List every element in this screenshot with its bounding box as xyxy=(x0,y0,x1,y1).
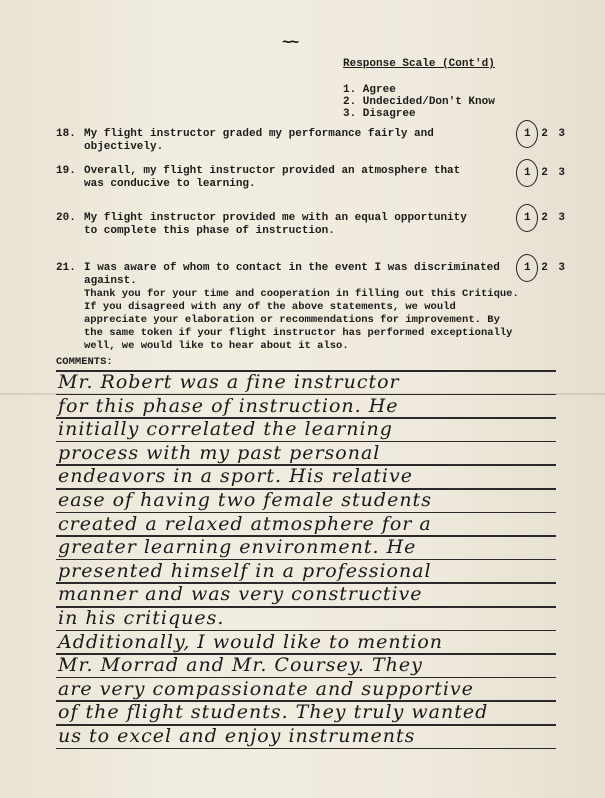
question-text: My flight instructor provided me with an equal opportunity to complete this phase of instruction. xyxy=(84,212,467,237)
response-scale-title: Response Scale (Cont'd) xyxy=(343,58,495,70)
answer-scale[interactable]: 1 2 3 xyxy=(524,167,568,179)
handwritten-line: greater learning environment. He xyxy=(58,536,417,559)
handwritten-line: Mr. Morrad and Mr. Coursey. They xyxy=(58,654,423,677)
answer-scale[interactable]: 1 2 3 xyxy=(524,262,568,274)
handwritten-line: Mr. Robert was a fine instructor xyxy=(58,371,400,393)
handwritten-line: in his critiques. xyxy=(58,607,225,629)
handwritten-line: created a relaxed atmosphere for a xyxy=(58,512,432,535)
comment-rule-line xyxy=(56,748,556,750)
question-number: 19. xyxy=(56,165,76,177)
response-scale-list xyxy=(343,84,495,120)
scale-option: 3. Disagree xyxy=(343,108,416,120)
handwritten-line: us to excel and enjoy instruments xyxy=(58,725,416,747)
handwritten-line: Additionally, I would like to mention xyxy=(58,630,443,653)
question-number: 20. xyxy=(56,212,76,224)
answer-scale[interactable]: 1 2 3 xyxy=(524,128,568,140)
question-number: 21. xyxy=(56,262,76,274)
question-text: My flight instructor graded my performance fairly and objectively. xyxy=(84,128,434,153)
handwritten-line: manner and was very constructive xyxy=(58,583,423,606)
answer-circle xyxy=(516,204,538,232)
thank-you-note: Thank you for your time and cooperation in filling out this Critique. If you disagreed with any of the above statements, we would appreciate your elaboration or recommendations for improvement. By the same token if your flight instructor has performed exceptionally well, we would like to hear about it also. xyxy=(84,288,519,352)
handwritten-line: initially correlated the learning xyxy=(58,418,393,441)
handwritten-line: ease of having two female students xyxy=(58,489,432,511)
scale-option: 1. Agree xyxy=(343,84,396,96)
handwritten-line: process with my past personal xyxy=(58,441,381,464)
handwritten-line: for this phase of instruction. He xyxy=(58,394,399,417)
pen-mark: ~~ xyxy=(282,34,298,52)
scale-option: 2. Undecided/Don't Know xyxy=(343,96,495,108)
answer-circle xyxy=(516,159,538,187)
handwritten-line: presented himself in a professional xyxy=(58,559,432,582)
answer-circle xyxy=(516,254,538,282)
answer-scale[interactable]: 1 2 3 xyxy=(524,212,568,224)
question-text: I was aware of whom to contact in the event I was discriminated against. xyxy=(84,262,500,287)
question-number: 18. xyxy=(56,128,76,140)
handwritten-line: endeavors in a sport. His relative xyxy=(58,465,413,488)
question-text: Overall, my flight instructor provided an atmosphere that was conducive to learning. xyxy=(84,165,461,190)
comments-label: COMMENTS: xyxy=(56,356,113,368)
handwritten-line: are very compassionate and supportive xyxy=(58,677,474,700)
handwritten-line: of the flight students. They truly wanted xyxy=(58,701,489,724)
answer-circle xyxy=(516,120,538,148)
